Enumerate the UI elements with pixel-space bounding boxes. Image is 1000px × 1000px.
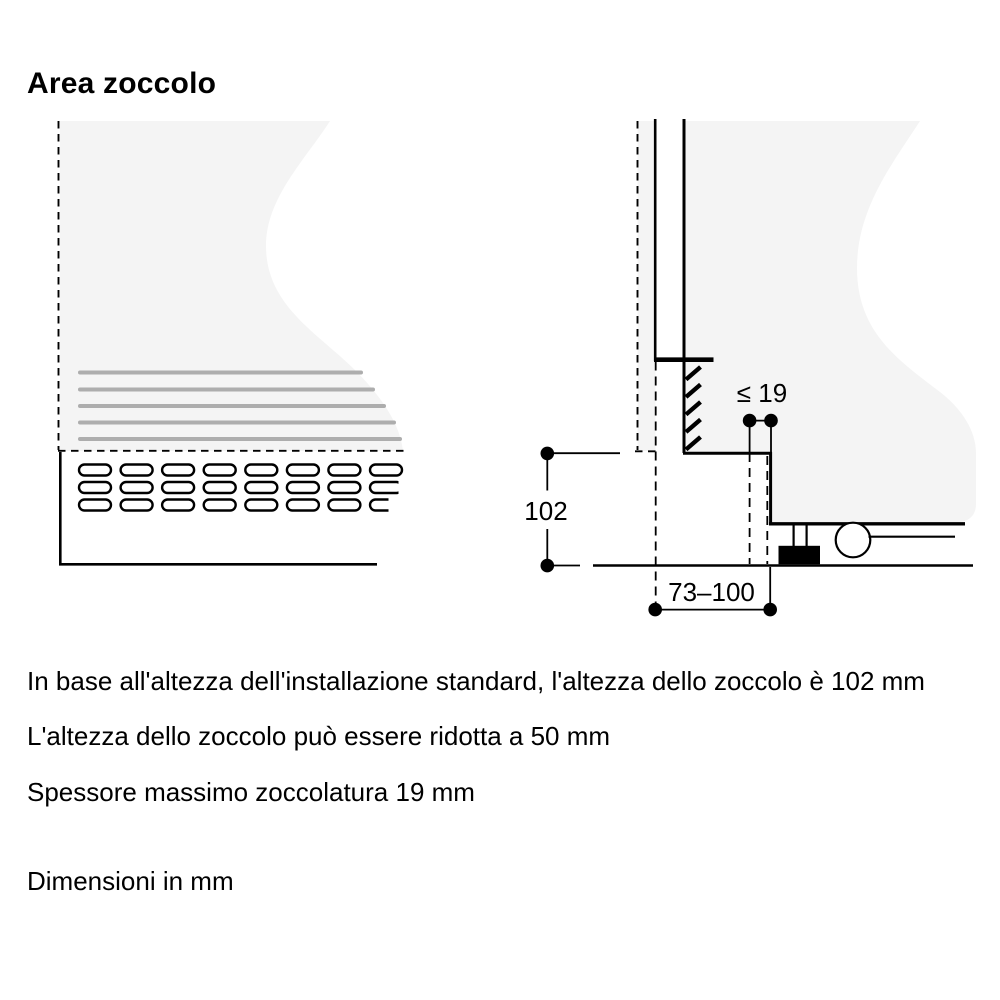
vent-slot — [79, 465, 111, 476]
vent-cutoff-mask — [389, 496, 407, 515]
dim-dot — [764, 414, 778, 428]
leveling-foot-base — [779, 546, 821, 565]
vent-slot — [162, 482, 194, 493]
right-diagram — [524, 119, 976, 616]
vent-slot — [79, 500, 111, 511]
vent-cutoff-mask — [399, 478, 417, 497]
vent-slot — [245, 465, 277, 476]
dim-dot — [763, 603, 777, 617]
vent-slot — [162, 465, 194, 476]
paragraph-dimensions-unit: Dimensioni in mm — [27, 866, 234, 896]
vent-slot — [121, 465, 153, 476]
dim-102-label: 102 — [524, 496, 568, 526]
vent-slot — [370, 465, 402, 476]
appliance-body-shape — [684, 121, 976, 522]
vent-slot — [79, 482, 111, 493]
vent-grid — [79, 465, 402, 511]
dim-73-100-label: 73–100 — [668, 577, 755, 607]
page-title: Area zoccolo — [27, 67, 217, 100]
vent-slot — [245, 500, 277, 511]
paragraph-reduced-height: L'altezza dello zoccolo può essere ridotta a 50 mm — [27, 721, 611, 751]
vent-slot — [121, 500, 153, 511]
vent-slot — [204, 500, 236, 511]
dim-dot — [743, 414, 757, 428]
transport-roller — [836, 523, 871, 558]
paragraph-standard-height: In base all'altezza dell'installazione standard, l'altezza dello zoccolo è 102 mm — [27, 666, 925, 696]
vent-slat — [78, 371, 363, 375]
dimension-73-100 — [648, 567, 777, 616]
vent-slot — [204, 482, 236, 493]
vent-slot — [287, 482, 319, 493]
dim-dot — [541, 447, 555, 461]
vent-slot — [121, 482, 153, 493]
vent-slot — [287, 465, 319, 476]
vent-slot — [245, 482, 277, 493]
vent-slot — [162, 500, 194, 511]
vent-slat — [78, 404, 386, 408]
vent-slot — [204, 465, 236, 476]
vent-slot — [328, 500, 360, 511]
vent-slot — [287, 500, 319, 511]
left-diagram — [58, 121, 417, 564]
vent-slot — [328, 465, 360, 476]
vent-slat — [78, 437, 402, 441]
cabinet-panel-shape — [60, 121, 403, 451]
vent-slat — [78, 388, 375, 392]
dim-dot — [648, 603, 662, 617]
side-panel-strip — [638, 121, 656, 451]
dim-19-label: ≤ 19 — [736, 378, 788, 408]
vent-slot — [328, 482, 360, 493]
vent-slat — [78, 421, 396, 425]
dim-dot — [541, 559, 555, 573]
paragraph-max-thickness: Spessore massimo zoccolatura 19 mm — [27, 777, 475, 807]
vent-slot — [370, 482, 402, 493]
dimension-102 — [524, 447, 620, 573]
